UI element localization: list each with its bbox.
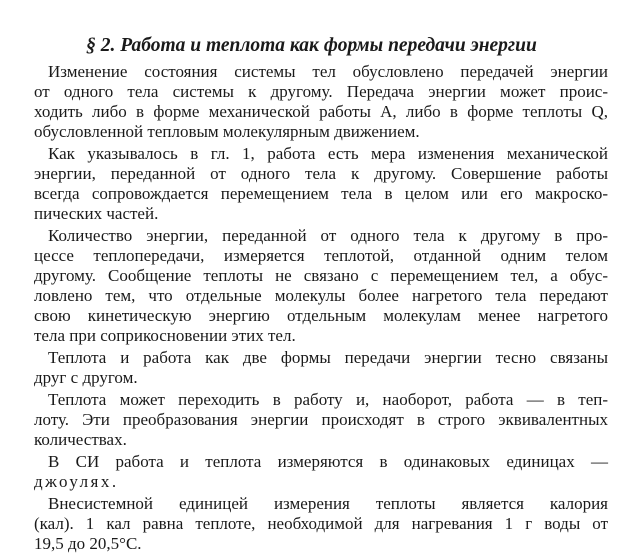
text-line: лоту. Эти преобразования энергии происходят в строго эквивалентных (34, 410, 608, 429)
text-line: Теплота и работа как две формы передачи энергии тесно связаны (48, 348, 608, 367)
text-line: тела при соприкосновении этих тел. (34, 326, 296, 345)
paragraph (34, 390, 608, 450)
text-line: 19,5 до 20,5°С. (34, 534, 142, 553)
paragraph (34, 226, 608, 346)
text-line: (кал). 1 кал равна теплоте, необходимой для нагревания 1 г воды от (34, 514, 608, 533)
text-line: Теплота может переходить в работу и, наоборот, работа — в теп- (48, 390, 608, 409)
text-line: ловлено тем, что отдельные молекулы более нагретого тела передают (34, 286, 608, 305)
text-line: свою кинетическую энергию отдельным молекулам менее нагретого (34, 306, 608, 325)
paragraph (34, 144, 608, 224)
paragraph (34, 348, 608, 388)
text-line: друг с другом. (34, 368, 138, 387)
text-line: всегда сопровождается перемещением тела в целом или его макроско- (34, 184, 608, 203)
text-line: В СИ работа и теплота измеряются в одинаковых единицах — (48, 452, 608, 471)
text-line: пических частей. (34, 204, 159, 223)
paragraph (34, 62, 608, 142)
text-line: ходить либо в форме механической работы A, либо в форме теплоты Q, (34, 102, 608, 121)
text-line: Как указывалось в гл. 1, работа есть мера изменения механической (48, 144, 608, 163)
text-line: Количество энергии, переданной от одного тела к другому в про- (48, 226, 608, 245)
body-text (34, 62, 608, 554)
text-line: обусловленной тепловым молекулярным движением. (34, 122, 420, 141)
text-line: от одного тела системы к другому. Передача энергии может проис- (34, 82, 608, 101)
paragraph (34, 452, 608, 492)
text-line: Изменение состояния системы тел обусловлено передачей энергии (48, 62, 608, 81)
text-line: другому. Сообщение теплоты не связано с перемещением тел, а обус- (34, 266, 608, 285)
text-line: Внесистемной единицей измерения теплоты является калория (48, 494, 608, 513)
section-heading: § 2. Работа и теплота как формы передачи энергии (86, 35, 537, 56)
paragraph (34, 494, 608, 554)
text-line: цессе теплопередачи, измеряется теплотой, отданной одним телом (34, 246, 608, 265)
text-line: энергии, переданной от одного тела к другому. Совершение работы (34, 164, 608, 183)
text-line: количествах. (34, 430, 127, 449)
text-line: джоулях. (34, 472, 119, 491)
